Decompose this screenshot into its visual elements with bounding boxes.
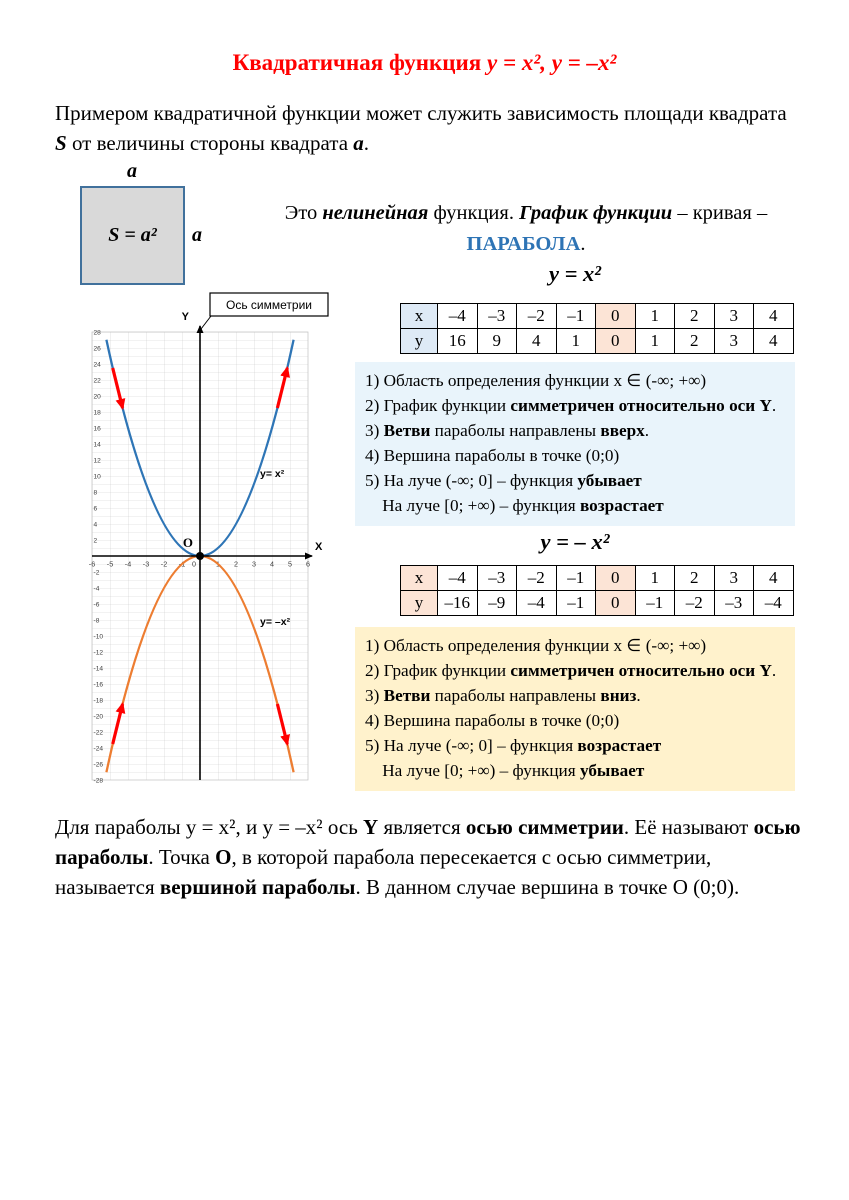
text-segment: 5) На луче (-∞; 0] – функция <box>365 735 578 755</box>
value-cell: 2 <box>675 304 715 329</box>
value-cell: 3 <box>714 304 754 329</box>
y-tick-label: -16 <box>93 681 104 689</box>
x-tick-label: 3 <box>252 559 256 569</box>
property-line <box>365 369 785 394</box>
value-cell: –1 <box>556 566 596 591</box>
text-segment: На луче [0; +∞) – функция <box>365 495 580 515</box>
value-cell: –4 <box>754 591 794 616</box>
y-tick-label: 6 <box>93 505 98 513</box>
property-line <box>365 709 785 734</box>
y-tick-label: 8 <box>93 489 98 497</box>
text-segment: . <box>363 130 370 155</box>
text-segment: вверх <box>600 420 645 440</box>
text-segment: параболы направлены <box>430 685 601 705</box>
text-segment: от величины стороны квадрата <box>66 130 354 155</box>
value-cell: –16 <box>438 591 478 616</box>
y-tick-label: 16 <box>93 425 101 433</box>
heading-y-equals-x2: y = x² <box>548 261 602 286</box>
text-segment: вниз <box>600 685 637 705</box>
text-segment: возрастает <box>579 495 664 515</box>
value-cell: –2 <box>517 304 557 329</box>
value-cell: –3 <box>477 566 517 591</box>
text-segment: 5) На луче (-∞; 0] – функция <box>365 470 578 490</box>
text-segment: . <box>771 395 777 415</box>
property-line <box>365 759 785 784</box>
y-tick-label: -6 <box>93 601 100 609</box>
text-segment: 1) Область определения функции х ∈ (-∞; +∞) <box>365 371 707 390</box>
property-line <box>365 734 785 759</box>
y-tick-label: -28 <box>93 777 104 785</box>
text-segment: . Точка <box>148 845 216 870</box>
x-tick-label: -1 <box>178 559 186 569</box>
y-tick-label: -26 <box>93 761 104 769</box>
y-tick-label: -14 <box>93 665 104 673</box>
text-segment: нелинейная <box>322 202 429 224</box>
value-cell: 3 <box>714 566 754 591</box>
curve-label-y-neg-x2: y= –x² <box>260 616 291 628</box>
x-tick-label: -4 <box>124 559 132 569</box>
y-tick-label: 26 <box>93 345 101 353</box>
y-tick-label: 24 <box>93 361 101 369</box>
text-segment: 1) Область определения функции х ∈ (-∞; +∞) <box>365 636 707 655</box>
y-tick-label: -10 <box>93 633 104 641</box>
y-tick-label: 10 <box>93 473 101 481</box>
text-segment: 2) График функции <box>365 395 511 415</box>
text-segment: . В данном случае вершина в точке О (0;0). <box>355 875 740 900</box>
y-tick-label: -12 <box>93 649 104 657</box>
square-area-formula: S = a² <box>108 224 157 246</box>
text-segment: вершиной параболы <box>159 875 356 900</box>
y-tick-label: 28 <box>93 329 101 337</box>
value-cell: –1 <box>635 591 675 616</box>
nonlinear-note <box>252 198 800 260</box>
property-line <box>365 394 785 419</box>
property-line <box>365 634 785 659</box>
value-table-y-neg-x2 <box>400 565 794 616</box>
value-cell: 0 <box>596 304 636 329</box>
value-cell: –4 <box>438 304 478 329</box>
text-segment: возрастает <box>577 735 662 755</box>
x-tick-label: 4 <box>270 559 274 569</box>
y-tick-label: 20 <box>93 393 101 401</box>
row-label-cell: x <box>401 304 438 329</box>
value-cell: 16 <box>438 329 478 354</box>
value-cell: –4 <box>438 566 478 591</box>
summary-paragraph <box>55 812 807 902</box>
x-tick-label: -2 <box>160 559 168 569</box>
square-figure <box>80 186 185 285</box>
properties-box-y-x2 <box>355 362 795 526</box>
text-segment: 3) <box>365 685 384 705</box>
value-table <box>400 303 794 354</box>
value-cell: 9 <box>477 329 517 354</box>
heading-y-equals-neg-x2: y = – x² <box>540 529 610 554</box>
text-segment: убывает <box>579 760 645 780</box>
text-segment: . <box>636 685 641 705</box>
text-segment: Примером квадратичной функции может служить зависимость площади квадрата <box>55 101 787 125</box>
x-tick-label: 0 <box>192 559 196 569</box>
value-cell: 4 <box>754 304 794 329</box>
text-segment: a <box>353 130 364 155</box>
value-table <box>400 565 794 616</box>
text-segment: . <box>644 420 650 440</box>
value-cell: 4 <box>754 329 794 354</box>
value-table-y-x2 <box>400 303 794 354</box>
x-tick-label: 2 <box>234 559 238 569</box>
text-segment: Квадратичная функция <box>232 50 487 75</box>
value-cell: –2 <box>517 566 557 591</box>
properties-box-y-neg-x2 <box>355 627 795 791</box>
property-line <box>365 419 785 444</box>
value-cell: –4 <box>517 591 557 616</box>
square-right-side-label: a <box>192 224 202 246</box>
text-segment: На луче [0; +∞) – функция <box>365 760 580 780</box>
property-line <box>365 444 785 469</box>
y-tick-label: -8 <box>93 617 100 625</box>
y-tick-label: 4 <box>93 521 98 529</box>
text-segment: Это <box>284 202 323 224</box>
page-title <box>0 50 849 76</box>
text-segment: параболы направлены <box>430 420 601 440</box>
x-axis-label: X <box>315 541 323 553</box>
value-cell: 1 <box>635 304 675 329</box>
row-label-cell: x <box>401 566 438 591</box>
property-line <box>365 469 785 494</box>
property-line <box>365 494 785 519</box>
text-segment: Для параболы y = x², и y = –x² ось <box>55 815 364 839</box>
row-label-cell: y <box>401 591 438 616</box>
text-segment: функция. <box>428 202 520 224</box>
value-cell: 1 <box>635 566 675 591</box>
x-tick-label: 1 <box>216 559 220 569</box>
y-tick-label: -20 <box>93 713 104 721</box>
y-tick-label: 22 <box>93 377 101 385</box>
value-cell: –3 <box>477 304 517 329</box>
text-segment: – кривая – <box>672 202 768 224</box>
text-segment: убывает <box>577 470 642 490</box>
value-cell: 3 <box>714 329 754 354</box>
value-cell: –3 <box>714 591 754 616</box>
y-tick-label: -2 <box>93 569 100 577</box>
x-tick-label: -3 <box>142 559 150 569</box>
text-segment: 3) <box>365 420 384 440</box>
square-top-side-label: a <box>127 160 137 182</box>
text-segment: S <box>55 130 67 155</box>
intro-paragraph <box>55 99 803 159</box>
text-segment: ПАРАБОЛА <box>466 232 581 255</box>
text-segment: Ветви <box>383 420 431 440</box>
text-segment: осью симметрии <box>465 815 624 839</box>
value-cell: 0 <box>596 591 636 616</box>
y-tick-label: -24 <box>93 745 104 753</box>
text-segment: y = x², y = –x² <box>487 50 617 75</box>
origin-point <box>196 552 204 560</box>
text-segment: осью параболы <box>55 815 801 870</box>
y-tick-label: 12 <box>93 457 101 465</box>
callout-connector-line <box>201 316 211 329</box>
row-label-cell: y <box>401 329 438 354</box>
text-segment: Ветви <box>383 685 431 705</box>
symmetry-axis-callout-label: Ось симметрии <box>226 298 312 312</box>
curve-label-y-x2: y= x² <box>260 468 285 480</box>
text-segment: . <box>771 660 777 680</box>
text-segment: . <box>580 232 586 255</box>
y-tick-label: -18 <box>93 697 104 705</box>
value-cell: 4 <box>754 566 794 591</box>
text-segment: О <box>215 845 232 870</box>
text-segment: симметричен относительно оси Y <box>510 395 772 415</box>
y-tick-label: -4 <box>93 585 100 593</box>
value-cell: 0 <box>596 329 636 354</box>
value-cell: 4 <box>517 329 557 354</box>
property-line <box>365 684 785 709</box>
value-cell: 1 <box>635 329 675 354</box>
text-segment: . Её называют <box>623 815 754 839</box>
text-segment: , в которой парабола пересекается с осью симметрии, называется <box>55 845 712 900</box>
value-cell: –1 <box>556 591 596 616</box>
parabola-chart <box>60 286 330 786</box>
y-tick-label: 14 <box>93 441 101 449</box>
text-segment: График функции <box>519 202 673 224</box>
x-tick-label: 5 <box>288 559 292 569</box>
text-segment: Y <box>363 815 379 839</box>
x-tick-label: -6 <box>88 559 96 569</box>
y-tick-label: -22 <box>93 729 104 737</box>
origin-label: O <box>182 535 193 550</box>
text-segment: 4) Вершина параболы в точке (0;0) <box>365 710 620 730</box>
property-line <box>365 659 785 684</box>
value-cell: 1 <box>556 329 596 354</box>
text-segment: является <box>378 815 466 839</box>
value-cell: –1 <box>556 304 596 329</box>
value-cell: 0 <box>596 566 636 591</box>
text-segment: симметричен относительно оси Y <box>510 660 772 680</box>
value-cell: 2 <box>675 329 715 354</box>
value-cell: –2 <box>675 591 715 616</box>
y-tick-label: 18 <box>93 409 101 417</box>
y-axis-label: Y <box>181 311 189 323</box>
x-tick-label: 6 <box>306 559 310 569</box>
y-tick-label: 2 <box>93 537 98 545</box>
text-segment: 2) График функции <box>365 660 511 680</box>
value-cell: 2 <box>675 566 715 591</box>
text-segment: 4) Вершина параболы в точке (0;0) <box>365 445 620 465</box>
x-tick-label: -5 <box>106 559 114 569</box>
value-cell: –9 <box>477 591 517 616</box>
